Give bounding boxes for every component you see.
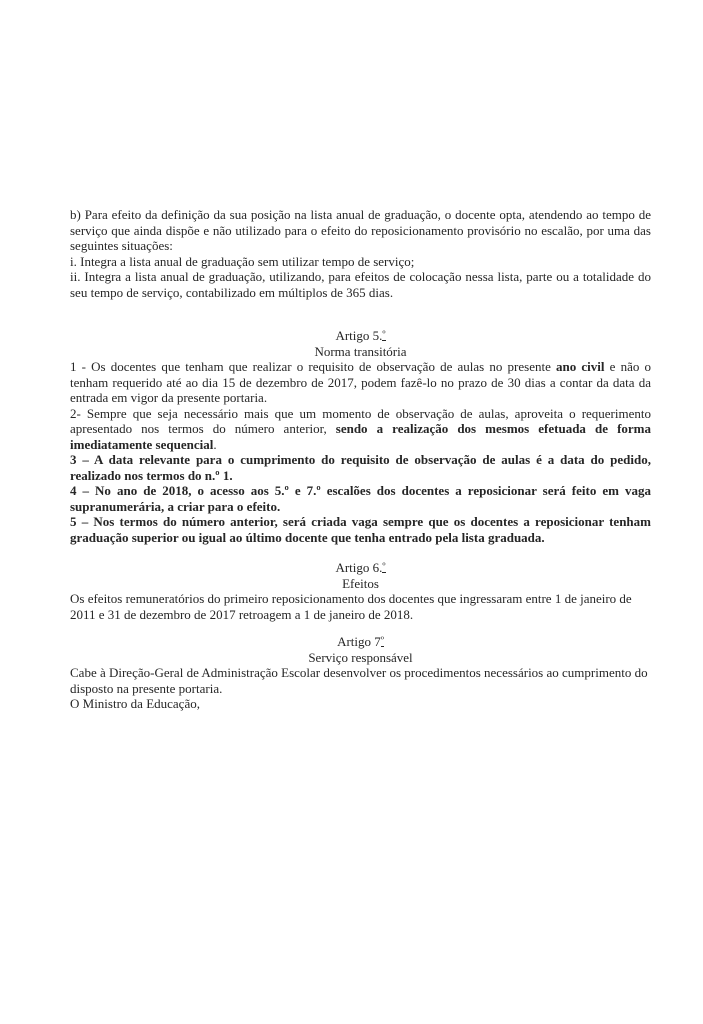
article-7 [70, 634, 651, 696]
article-6-body: Os efeitos remuneratórios do primeiro reposicionamento dos docentes que ingressaram entre 1 de janeiro de 2011 e 31 de dezembro de 2017 retroagem a 1 de janeiro de 2018. [70, 591, 632, 622]
signature-line: O Ministro da Educação, [70, 696, 200, 711]
article-6-heading [70, 560, 651, 576]
article-5-clause-3: 3 – A data relevante para o cumprimento do requisito de observação de aulas é a data do pedido, realizado nos termos do n.º 1. [70, 452, 651, 483]
article-6 [70, 560, 651, 622]
clause-1-text: 1 - Os docentes que tenham que realizar o requisito de observação de aulas no presente [70, 359, 556, 374]
article-6-heading-ordinal: º [382, 561, 386, 573]
list-item-ii: ii. Integra a lista anual de graduação, utilizando, para efeitos de colocação nessa lista, parte ou a totalidade do seu tempo de serviço, contabilizado em múltiplos de 365 dias. [70, 269, 651, 300]
article-5-subheading: Norma transitória [314, 343, 407, 359]
list-item-i: i. Integra a lista anual de graduação sem utilizar tempo de serviço; [70, 253, 415, 269]
article-5-clause-1 [70, 359, 651, 406]
clause-2-bold-text: sendo a realização dos mesmos efetuada de forma imediatamente sequencial [70, 421, 651, 452]
article-5-heading-ordinal: º [382, 329, 386, 341]
article-5 [70, 328, 651, 545]
article-6-subheading: Efeitos [342, 575, 379, 591]
clause-1-text-end: e não o tenham requerido até ao dia 15 de dezembro de 2017, podem fazê-lo no prazo de 30 dias a contar da data da entrada em vigor da presente portaria. [70, 359, 651, 405]
article-6-heading-text: Artigo 6. [335, 560, 383, 575]
article-5-clause-5: 5 – Nos termos do número anterior, será criada vaga sempre que os docentes a reposicionar tenham graduação superior ou igual ao último docente que tenha entrado pela lista graduada. [70, 514, 651, 545]
article-5-clause-2 [70, 406, 651, 453]
article-7-body: Cabe à Direção-Geral de Administração Escolar desenvolver os procedimentos necessários ao cumprimento do disposto na presente portaria. [70, 665, 648, 696]
paragraph-b: b) Para efeito da definição da sua posição na lista anual de graduação, o docente opta, atendendo ao tempo de serviço que ainda dispõe e não utilizado para o efeito do reposicionamento provisório no escalão, por uma das seguintes situações: [70, 207, 651, 253]
article-7-subheading: Serviço responsável [308, 649, 413, 665]
clause-2-text: 2- Sempre que seja necessário mais que um momento de observação de aulas, aproveita o requerimento apresentado nos termos do número anterior, [70, 405, 651, 436]
clause-2-text-end: . [213, 436, 217, 452]
article-5-clause-4: 4 – No ano de 2018, o acesso aos 5.º e 7.º escalões dos docentes a reposicionar será feito em vaga supranumerária, a criar para o efeito. [70, 483, 651, 514]
article-7-heading-ordinal: º [380, 635, 384, 647]
article-5-heading [70, 328, 651, 344]
article-7-heading-text: Artigo 7 [337, 634, 381, 649]
article-5-heading-text: Artigo 5. [335, 328, 383, 343]
article-7-heading [70, 634, 651, 650]
clause-1-bold-text: ano civil [556, 359, 605, 374]
